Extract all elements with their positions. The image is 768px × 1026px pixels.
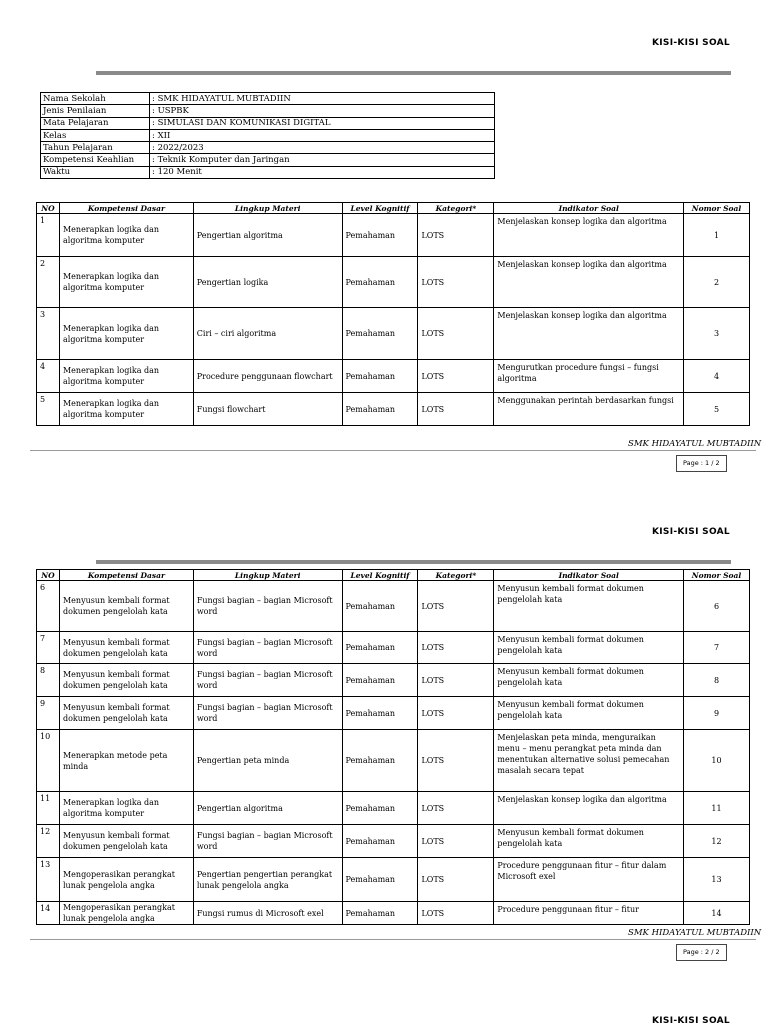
- kompetensi-dasar-cell: Menyusun kembali format dokumen pengelolah kata: [59, 697, 193, 730]
- table-row: [37, 730, 750, 792]
- page-indicator-2: Page : 2 / 2: [676, 944, 727, 961]
- info-value: : Teknik Komputer dan Jaringan: [150, 154, 495, 166]
- lingkup-materi-cell: Pengertian logika: [193, 257, 342, 308]
- row-number: 14: [37, 902, 60, 925]
- table-row: [37, 858, 750, 902]
- row-number: 4: [37, 360, 60, 393]
- row-number: 1: [37, 214, 60, 257]
- row-number: 10: [37, 730, 60, 792]
- kompetensi-dasar-cell: Menyusun kembali format dokumen pengelolah kata: [59, 825, 193, 858]
- indikator-soal-cell: Mengurutkan procedure fungsi – fungsi algoritma: [494, 360, 684, 393]
- level-kognitif-cell: Pemahaman: [342, 697, 418, 730]
- column-header: Lingkup Materi: [193, 203, 342, 214]
- nomor-soal-cell: 4: [684, 360, 750, 393]
- row-number: 11: [37, 792, 60, 825]
- kategori-cell: LOTS: [418, 214, 494, 257]
- kategori-cell: LOTS: [418, 308, 494, 360]
- info-row: [41, 129, 495, 141]
- kompetensi-dasar-cell: Menerapkan metode peta minda: [59, 730, 193, 792]
- level-kognitif-cell: Pemahaman: [342, 792, 418, 825]
- kompetensi-dasar-cell: Menerapkan logika dan algoritma komputer: [59, 360, 193, 393]
- nomor-soal-cell: 9: [684, 697, 750, 730]
- info-label: Tahun Pelajaran: [41, 142, 150, 154]
- nomor-soal-cell: 8: [684, 664, 750, 697]
- table-header-row: [37, 203, 750, 214]
- lingkup-materi-cell: Fungsi rumus di Microsoft exel: [193, 902, 342, 925]
- row-number: 9: [37, 697, 60, 730]
- info-label: Mata Pelajaran: [41, 117, 150, 129]
- kompetensi-dasar-cell: Menerapkan logika dan algoritma komputer: [59, 214, 193, 257]
- level-kognitif-cell: Pemahaman: [342, 825, 418, 858]
- indikator-soal-cell: Menjelaskan konsep logika dan algoritma: [494, 257, 684, 308]
- table-row: [37, 393, 750, 426]
- column-header: NO: [37, 203, 60, 214]
- lingkup-materi-cell: Fungsi bagian – bagian Microsoft word: [193, 664, 342, 697]
- level-kognitif-cell: Pemahaman: [342, 214, 418, 257]
- nomor-soal-cell: 7: [684, 632, 750, 664]
- lingkup-materi-cell: Fungsi bagian – bagian Microsoft word: [193, 632, 342, 664]
- doc-title: KISI-KISI SOAL: [652, 38, 730, 48]
- column-header: NO: [37, 570, 60, 581]
- kategori-cell: LOTS: [418, 792, 494, 825]
- level-kognitif-cell: Pemahaman: [342, 581, 418, 632]
- table-row: [37, 664, 750, 697]
- table-row: [37, 214, 750, 257]
- lingkup-materi-cell: Pengertian algoritma: [193, 792, 342, 825]
- lingkup-materi-cell: Pengertian pengertian perangkat lunak pengelola angka: [193, 858, 342, 902]
- indikator-soal-cell: Menjelaskan konsep logika dan algoritma: [494, 792, 684, 825]
- info-value: : 120 Menit: [150, 166, 495, 178]
- nomor-soal-cell: 14: [684, 902, 750, 925]
- kompetensi-dasar-cell: Menyusun kembali format dokumen pengelolah kata: [59, 581, 193, 632]
- column-header: Nomor Soal: [684, 570, 750, 581]
- page-indicator-1: Page : 1 / 2: [676, 455, 727, 472]
- row-number: 3: [37, 308, 60, 360]
- column-header: Kategori*: [418, 203, 494, 214]
- nomor-soal-cell: 3: [684, 308, 750, 360]
- indikator-soal-cell: Menyusun kembali format dokumen pengelolah kata: [494, 632, 684, 664]
- doc-title-page3: KISI-KISI SOAL: [652, 1016, 730, 1026]
- info-value: : SIMULASI DAN KOMUNIKASI DIGITAL: [150, 117, 495, 129]
- table-row: [37, 697, 750, 730]
- indikator-soal-cell: Menyusun kembali format dokumen pengelolah kata: [494, 697, 684, 730]
- lingkup-materi-cell: Ciri – ciri algoritma: [193, 308, 342, 360]
- table-row: [37, 257, 750, 308]
- indikator-soal-cell: Menjelaskan peta minda, menguraikan menu – menu perangkat peta minda dan menentukan alternative solusi pemecahan masalah secara tepat: [494, 730, 684, 792]
- kategori-cell: LOTS: [418, 581, 494, 632]
- nomor-soal-cell: 6: [684, 581, 750, 632]
- info-row: [41, 142, 495, 154]
- kategori-cell: LOTS: [418, 257, 494, 308]
- info-label: Kelas: [41, 129, 150, 141]
- level-kognitif-cell: Pemahaman: [342, 257, 418, 308]
- row-number: 5: [37, 393, 60, 426]
- table-row: [37, 581, 750, 632]
- header-divider-page2: [96, 560, 731, 564]
- column-header: Nomor Soal: [684, 203, 750, 214]
- nomor-soal-cell: 5: [684, 393, 750, 426]
- column-header: Kategori*: [418, 570, 494, 581]
- kategori-cell: LOTS: [418, 858, 494, 902]
- kisi-table-page1: [36, 202, 750, 426]
- column-header: Lingkup Materi: [193, 570, 342, 581]
- footer-divider-page2: [30, 939, 756, 940]
- kisi-table-page2: [36, 569, 750, 925]
- nomor-soal-cell: 13: [684, 858, 750, 902]
- table-header-row: [37, 570, 750, 581]
- nomor-soal-cell: 11: [684, 792, 750, 825]
- info-row: [41, 93, 495, 105]
- indikator-soal-cell: Menjelaskan konsep logika dan algoritma: [494, 308, 684, 360]
- info-row: [41, 105, 495, 117]
- column-header: Level Kognitif: [342, 570, 418, 581]
- kategori-cell: LOTS: [418, 360, 494, 393]
- kategori-cell: LOTS: [418, 697, 494, 730]
- lingkup-materi-cell: Fungsi bagian – bagian Microsoft word: [193, 825, 342, 858]
- info-value: : XII: [150, 129, 495, 141]
- info-row: [41, 154, 495, 166]
- info-label: Waktu: [41, 166, 150, 178]
- row-number: 12: [37, 825, 60, 858]
- lingkup-materi-cell: Fungsi bagian – bagian Microsoft word: [193, 697, 342, 730]
- level-kognitif-cell: Pemahaman: [342, 393, 418, 426]
- indikator-soal-cell: Procedure penggunaan fitur – fitur dalam Microsoft exel: [494, 858, 684, 902]
- table-row: [37, 825, 750, 858]
- table-row: [37, 632, 750, 664]
- indikator-soal-cell: Menyusun kembali format dokumen pengelolah kata: [494, 825, 684, 858]
- column-header: Level Kognitif: [342, 203, 418, 214]
- column-header: Indikator Soal: [494, 570, 684, 581]
- nomor-soal-cell: 10: [684, 730, 750, 792]
- kompetensi-dasar-cell: Menerapkan logika dan algoritma komputer: [59, 792, 193, 825]
- level-kognitif-cell: Pemahaman: [342, 360, 418, 393]
- footer-divider: [30, 450, 756, 451]
- header-divider: [96, 71, 731, 75]
- indikator-soal-cell: Menggunakan perintah berdasarkan fungsi: [494, 393, 684, 426]
- column-header: Indikator Soal: [494, 203, 684, 214]
- level-kognitif-cell: Pemahaman: [342, 730, 418, 792]
- footer-school-name-page2: SMK HIDAYATUL MUBTADIIN: [628, 928, 762, 938]
- row-number: 2: [37, 257, 60, 308]
- level-kognitif-cell: Pemahaman: [342, 632, 418, 664]
- kategori-cell: LOTS: [418, 664, 494, 697]
- column-header: Kompetensi Dasar: [59, 203, 193, 214]
- info-value: : SMK HIDAYATUL MUBTADIIN: [150, 93, 495, 105]
- nomor-soal-cell: 1: [684, 214, 750, 257]
- lingkup-materi-cell: Pengertian peta minda: [193, 730, 342, 792]
- kategori-cell: LOTS: [418, 393, 494, 426]
- kompetensi-dasar-cell: Menyusun kembali format dokumen pengelolah kata: [59, 632, 193, 664]
- nomor-soal-cell: 2: [684, 257, 750, 308]
- row-number: 7: [37, 632, 60, 664]
- info-value: : 2022/2023: [150, 142, 495, 154]
- level-kognitif-cell: Pemahaman: [342, 902, 418, 925]
- table-row: [37, 360, 750, 393]
- row-number: 13: [37, 858, 60, 902]
- info-value: : USPBK: [150, 105, 495, 117]
- footer-school-name: SMK HIDAYATUL MUBTADIIN: [628, 439, 762, 449]
- lingkup-materi-cell: Fungsi flowchart: [193, 393, 342, 426]
- kompetensi-dasar-cell: Mengoperasikan perangkat lunak pengelola angka: [59, 858, 193, 902]
- indikator-soal-cell: Menjelaskan konsep logika dan algoritma: [494, 214, 684, 257]
- school-info-table: [40, 92, 495, 179]
- lingkup-materi-cell: Pengertian algoritma: [193, 214, 342, 257]
- kompetensi-dasar-cell: Menyusun kembali format dokumen pengelolah kata: [59, 664, 193, 697]
- row-number: 6: [37, 581, 60, 632]
- kompetensi-dasar-cell: Mengoperasikan perangkat lunak pengelola angka: [59, 902, 193, 925]
- nomor-soal-cell: 12: [684, 825, 750, 858]
- kompetensi-dasar-cell: Menerapkan logika dan algoritma komputer: [59, 308, 193, 360]
- indikator-soal-cell: Menyusun kembali format dokumen pengelolah kata: [494, 581, 684, 632]
- info-label: Nama Sekolah: [41, 93, 150, 105]
- indikator-soal-cell: Menyusun kembali format dokumen pengelolah kata: [494, 664, 684, 697]
- info-row: [41, 166, 495, 178]
- info-label: Kompetensi Keahlian: [41, 154, 150, 166]
- kategori-cell: LOTS: [418, 825, 494, 858]
- level-kognitif-cell: Pemahaman: [342, 858, 418, 902]
- table-row: [37, 308, 750, 360]
- column-header: Kompetensi Dasar: [59, 570, 193, 581]
- lingkup-materi-cell: Procedure penggunaan flowchart: [193, 360, 342, 393]
- doc-title-page2: KISI-KISI SOAL: [652, 527, 730, 537]
- kompetensi-dasar-cell: Menerapkan logika dan algoritma komputer: [59, 257, 193, 308]
- table-row: [37, 792, 750, 825]
- indikator-soal-cell: Procedure penggunaan fitur – fitur: [494, 902, 684, 925]
- kategori-cell: LOTS: [418, 730, 494, 792]
- info-row: [41, 117, 495, 129]
- row-number: 8: [37, 664, 60, 697]
- lingkup-materi-cell: Fungsi bagian – bagian Microsoft word: [193, 581, 342, 632]
- level-kognitif-cell: Pemahaman: [342, 308, 418, 360]
- kompetensi-dasar-cell: Menerapkan logika dan algoritma komputer: [59, 393, 193, 426]
- table-row: [37, 902, 750, 925]
- level-kognitif-cell: Pemahaman: [342, 664, 418, 697]
- kategori-cell: LOTS: [418, 632, 494, 664]
- info-label: Jenis Penilaian: [41, 105, 150, 117]
- kategori-cell: LOTS: [418, 902, 494, 925]
